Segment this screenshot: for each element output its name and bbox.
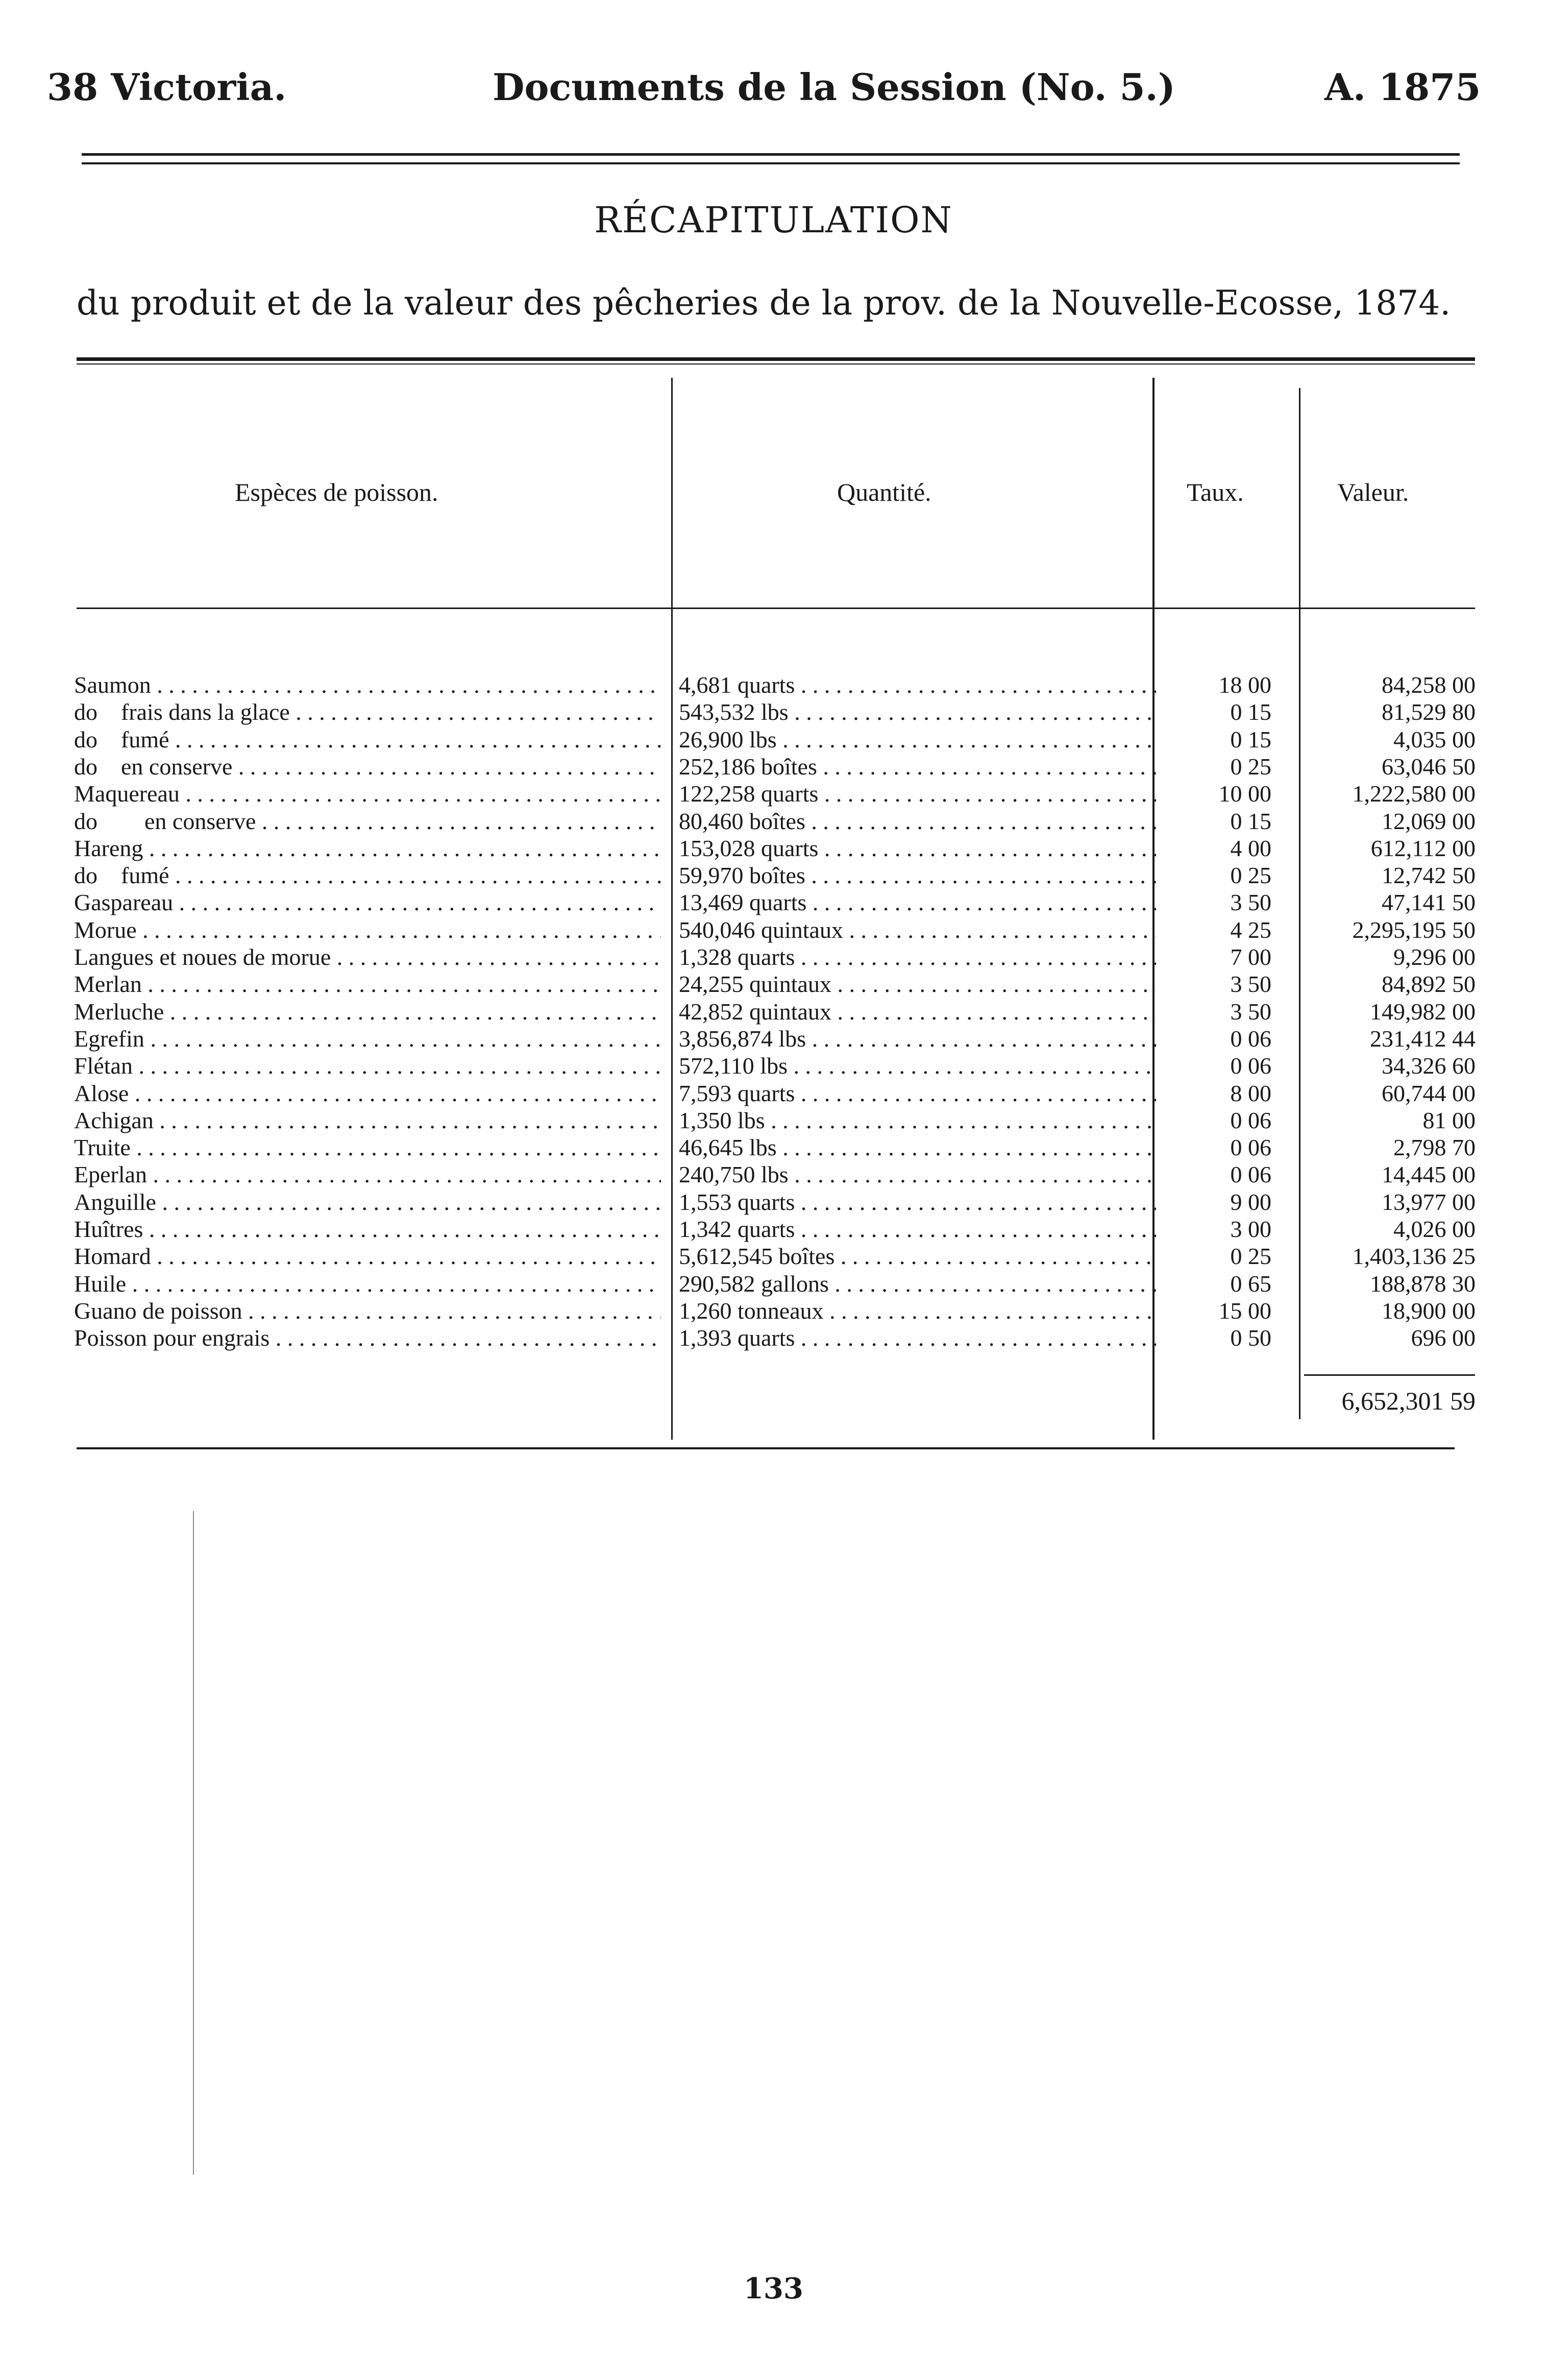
species-name: Huîtres . . . xyxy=(74,1216,661,1242)
rate-cell: 10 00 xyxy=(1218,781,1271,807)
species-name: Huile . . . xyxy=(74,1271,661,1297)
table-row xyxy=(0,698,1547,726)
table-row xyxy=(0,671,1547,699)
quantity-cell xyxy=(679,726,1156,754)
species-name: do fumé . . . xyxy=(74,726,661,752)
quantity-value: 1,342 quarts . . . xyxy=(679,1216,1156,1242)
species-name: do en conserve . . . xyxy=(74,754,661,780)
table-top-rule xyxy=(77,357,1475,361)
species-cell xyxy=(74,835,661,862)
value-cell: 84,892 50 xyxy=(1382,971,1476,998)
rate-cell: 0 25 xyxy=(1230,1243,1271,1270)
species-name: Truite . . . xyxy=(74,1134,661,1160)
rate-cell: 0 50 xyxy=(1230,1325,1271,1351)
rate-cell: 3 50 xyxy=(1230,971,1271,998)
species-cell xyxy=(74,862,661,889)
table-row xyxy=(0,808,1547,835)
table-top-rule-thin xyxy=(77,363,1475,365)
value-cell: 81 00 xyxy=(1422,1107,1476,1133)
species-cell xyxy=(74,916,661,944)
species-cell xyxy=(74,808,661,835)
quantity-value: 59,970 boîtes . . . xyxy=(679,862,1156,888)
quantity-cell xyxy=(679,943,1156,971)
quantity-cell xyxy=(679,998,1156,1026)
rate-cell: 0 25 xyxy=(1230,753,1271,780)
rate-cell: 15 00 xyxy=(1218,1297,1271,1324)
value-cell: 9,296 00 xyxy=(1393,944,1476,970)
header-row-rule xyxy=(77,608,1475,609)
margin-line xyxy=(193,1511,194,2175)
quantity-cell xyxy=(679,1324,1156,1352)
quantity-value: 24,255 quintaux . . . xyxy=(679,971,1156,997)
rate-cell: 3 50 xyxy=(1230,889,1271,916)
value-cell: 13,977 00 xyxy=(1382,1188,1476,1215)
table-row xyxy=(0,1161,1547,1188)
column-header-rate: Taux. xyxy=(1187,478,1244,506)
species-name: Guano de poisson . . . xyxy=(74,1298,661,1324)
table-row xyxy=(0,1270,1547,1298)
quantity-cell xyxy=(679,1216,1156,1243)
species-cell xyxy=(74,726,661,754)
species-name: Poisson pour engrais . . . xyxy=(74,1325,661,1351)
species-cell xyxy=(74,1270,661,1298)
rate-cell: 0 65 xyxy=(1230,1270,1271,1297)
rate-cell: 7 00 xyxy=(1230,944,1271,970)
rate-cell: 0 06 xyxy=(1230,1134,1271,1161)
species-name: Merluche . . . xyxy=(74,999,661,1025)
species-cell xyxy=(74,1161,661,1188)
value-cell: 81,529 80 xyxy=(1382,699,1476,725)
species-name: Achigan . . . xyxy=(74,1107,661,1133)
species-name: Egrefin . . . xyxy=(74,1026,661,1052)
quantity-value: 1,553 quarts . . . xyxy=(679,1189,1156,1215)
total-rule xyxy=(1304,1374,1475,1376)
quantity-cell xyxy=(679,671,1156,699)
quantity-value: 13,469 quarts . . . xyxy=(679,889,1156,915)
rate-cell: 0 25 xyxy=(1230,862,1271,889)
rate-cell: 4 00 xyxy=(1230,835,1271,861)
quantity-value: 543,532 lbs . . . xyxy=(679,699,1156,725)
rate-cell: 0 06 xyxy=(1230,1161,1271,1188)
header-document-title: Documents de la Session (No. 5.) xyxy=(493,65,1175,109)
quantity-value: 42,852 quintaux . . . xyxy=(679,999,1156,1025)
quantity-cell xyxy=(679,1080,1156,1107)
page-title: RÉCAPITULATION xyxy=(594,199,953,241)
table-row xyxy=(0,916,1547,944)
quantity-cell xyxy=(679,1297,1156,1325)
value-cell: 2,295,195 50 xyxy=(1352,916,1476,943)
rate-cell: 3 50 xyxy=(1230,998,1271,1025)
quantity-cell xyxy=(679,1188,1156,1216)
rate-cell: 0 06 xyxy=(1230,1053,1271,1079)
value-cell: 47,141 50 xyxy=(1382,889,1476,916)
quantity-value: 80,460 boîtes . . . xyxy=(679,808,1156,834)
species-cell xyxy=(74,671,661,699)
species-cell xyxy=(74,1324,661,1352)
species-cell xyxy=(74,1216,661,1243)
quantity-cell xyxy=(679,1052,1156,1080)
species-cell xyxy=(74,698,661,726)
species-name: Homard . . . xyxy=(74,1243,661,1269)
quantity-value: 26,900 lbs . . . xyxy=(679,726,1156,752)
value-cell: 1,403,136 25 xyxy=(1352,1243,1476,1270)
species-cell xyxy=(74,1080,661,1107)
table-row xyxy=(0,780,1547,808)
species-cell xyxy=(74,1134,661,1161)
quantity-cell xyxy=(679,1025,1156,1053)
table-row xyxy=(0,1297,1547,1325)
value-cell: 4,035 00 xyxy=(1393,726,1476,752)
species-name: do en conserve . . . xyxy=(74,808,661,834)
quantity-cell xyxy=(679,808,1156,835)
species-name: Morue . . . xyxy=(74,917,661,943)
rate-cell: 18 00 xyxy=(1218,672,1271,698)
rate-cell: 0 15 xyxy=(1230,726,1271,752)
header-rule-top xyxy=(82,153,1460,156)
species-name: Merlan . . . xyxy=(74,971,661,997)
species-cell xyxy=(74,1107,661,1134)
quantity-cell xyxy=(679,698,1156,726)
quantity-value: 122,258 quarts . . . xyxy=(679,781,1156,807)
value-cell: 84,258 00 xyxy=(1382,672,1476,698)
table-row xyxy=(0,1324,1547,1352)
species-name: do fumé . . . xyxy=(74,862,661,888)
species-cell xyxy=(74,780,661,808)
species-name: Maquereau . . . xyxy=(74,781,661,807)
quantity-value: 46,645 lbs . . . xyxy=(679,1134,1156,1160)
table-row xyxy=(0,1188,1547,1216)
table-row xyxy=(0,1107,1547,1134)
quantity-value: 1,350 lbs . . . xyxy=(679,1107,1156,1133)
table-row xyxy=(0,1025,1547,1053)
rate-cell: 0 06 xyxy=(1230,1025,1271,1052)
species-name: Saumon . . . xyxy=(74,672,661,698)
table-row xyxy=(0,1216,1547,1243)
table-row xyxy=(0,998,1547,1026)
quantity-cell xyxy=(679,753,1156,781)
value-cell: 188,878 30 xyxy=(1370,1270,1476,1297)
value-cell: 4,026 00 xyxy=(1393,1216,1476,1242)
value-cell: 60,744 00 xyxy=(1382,1080,1476,1106)
value-cell: 14,445 00 xyxy=(1382,1161,1476,1188)
table-row xyxy=(0,1134,1547,1161)
quantity-value: 240,750 lbs . . . xyxy=(679,1161,1156,1187)
quantity-cell xyxy=(679,889,1156,916)
quantity-cell xyxy=(679,916,1156,944)
species-name: Anguille . . . xyxy=(74,1189,661,1215)
value-cell: 696 00 xyxy=(1411,1325,1476,1351)
value-cell: 34,326 60 xyxy=(1382,1053,1476,1079)
quantity-cell xyxy=(679,1161,1156,1188)
value-cell: 18,900 00 xyxy=(1382,1297,1476,1324)
value-cell: 12,742 50 xyxy=(1382,862,1476,889)
quantity-value: 1,260 tonneaux . . . xyxy=(679,1298,1156,1324)
quantity-value: 540,046 quintaux . . . xyxy=(679,917,1156,943)
rate-cell: 3 00 xyxy=(1230,1216,1271,1242)
value-cell: 63,046 50 xyxy=(1382,753,1476,780)
quantity-value: 5,612,545 boîtes . . . xyxy=(679,1243,1156,1269)
quantity-cell xyxy=(679,1243,1156,1270)
value-cell: 2,798 70 xyxy=(1393,1134,1476,1161)
value-cell: 231,412 44 xyxy=(1370,1025,1476,1052)
species-name: Flétan . . . xyxy=(74,1053,661,1079)
species-cell xyxy=(74,1297,661,1325)
rate-cell: 9 00 xyxy=(1230,1188,1271,1215)
quantity-value: 4,681 quarts . . . xyxy=(679,672,1156,698)
quantity-value: 3,856,874 lbs . . . xyxy=(679,1026,1156,1052)
quantity-value: 290,582 gallons . . . xyxy=(679,1271,1156,1297)
species-cell xyxy=(74,998,661,1026)
value-cell: 149,982 00 xyxy=(1370,998,1476,1025)
column-header-quantity: Quantité. xyxy=(837,478,931,506)
quantity-value: 1,393 quarts . . . xyxy=(679,1325,1156,1351)
species-name: Gaspareau . . . xyxy=(74,889,661,915)
table-row xyxy=(0,835,1547,862)
species-cell xyxy=(74,753,661,781)
table-row xyxy=(0,1080,1547,1107)
rate-cell: 0 15 xyxy=(1230,699,1271,725)
species-cell xyxy=(74,889,661,916)
quantity-value: 153,028 quarts . . . xyxy=(679,835,1156,861)
column-header-species: Espèces de poisson. xyxy=(235,478,438,506)
quantity-cell xyxy=(679,970,1156,998)
rate-cell: 8 00 xyxy=(1230,1080,1271,1106)
table-row xyxy=(0,753,1547,781)
table-row xyxy=(0,889,1547,916)
species-cell xyxy=(74,1243,661,1270)
species-name: Eperlan . . . xyxy=(74,1161,661,1187)
table-row xyxy=(0,943,1547,971)
species-name: Langues et noues de morue . . . xyxy=(74,944,661,970)
header-series-id: A. 1875 xyxy=(1324,65,1481,109)
species-name: Hareng . . . xyxy=(74,835,661,861)
table-row xyxy=(0,1243,1547,1270)
rate-cell: 4 25 xyxy=(1230,916,1271,943)
rate-cell: 0 15 xyxy=(1230,808,1271,834)
species-cell xyxy=(74,943,661,971)
rate-cell: 0 06 xyxy=(1230,1107,1271,1133)
column-header-value: Valeur. xyxy=(1337,478,1409,506)
value-cell: 612,112 00 xyxy=(1370,835,1476,861)
quantity-value: 252,186 boîtes . . . xyxy=(679,754,1156,780)
page-number: 133 xyxy=(744,2272,803,2305)
species-cell xyxy=(74,970,661,998)
species-cell xyxy=(74,1188,661,1216)
quantity-cell xyxy=(679,1270,1156,1298)
quantity-cell xyxy=(679,835,1156,862)
table-row xyxy=(0,970,1547,998)
species-name: Alose . . . xyxy=(74,1080,661,1106)
page-subtitle: du produit et de la valeur des pêcheries de la prov. de la Nouvelle-Ecosse, 1874. xyxy=(77,283,1451,323)
quantity-value: 572,110 lbs . . . xyxy=(679,1053,1156,1079)
species-cell xyxy=(74,1052,661,1080)
quantity-value: 1,328 quarts . . . xyxy=(679,944,1156,970)
header-session-year: 38 Victoria. xyxy=(47,65,287,109)
quantity-value: 7,593 quarts . . . xyxy=(679,1080,1156,1106)
table-bottom-rule xyxy=(77,1447,1455,1449)
quantity-cell xyxy=(679,780,1156,808)
quantity-cell xyxy=(679,1134,1156,1161)
header-rule-bottom xyxy=(82,162,1460,164)
table-row xyxy=(0,726,1547,754)
table-row xyxy=(0,862,1547,889)
total-value: 6,652,301 59 xyxy=(1341,1387,1476,1415)
value-cell: 1,222,580 00 xyxy=(1352,781,1476,807)
table-row xyxy=(0,1052,1547,1080)
species-name: do frais dans la glace . . . xyxy=(74,699,661,725)
quantity-cell xyxy=(679,862,1156,889)
value-cell: 12,069 00 xyxy=(1382,808,1476,834)
species-cell xyxy=(74,1025,661,1053)
quantity-cell xyxy=(679,1107,1156,1134)
